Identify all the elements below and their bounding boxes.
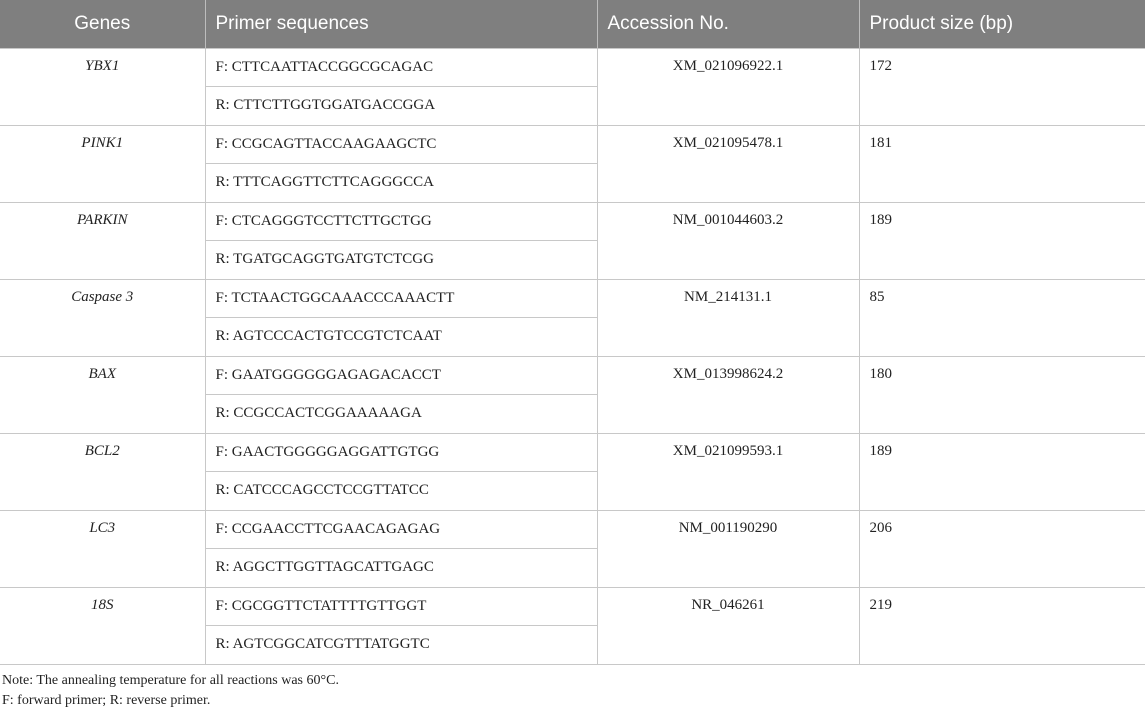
header-product-size: Product size (bp)	[859, 0, 1145, 48]
header-genes: Genes	[74, 12, 131, 34]
gene-name: LC3	[0, 510, 205, 587]
accession-number: NM_001044603.2	[597, 202, 859, 279]
table-row	[0, 279, 1145, 318]
table-row	[0, 356, 1145, 395]
table-row	[0, 433, 1145, 472]
gene-name: Caspase 3	[0, 279, 205, 356]
table-row	[0, 202, 1145, 241]
reverse-primer: R: CATCCCAGCCTCCGTTATCC	[205, 472, 597, 511]
forward-primer: F: GAACTGGGGGAGGATTGTGG	[205, 433, 597, 472]
forward-primer: F: CTCAGGGTCCTTCTTGCTGG	[205, 202, 597, 241]
table-row	[0, 125, 1145, 164]
table-body	[0, 48, 1145, 664]
gene-name: BCL2	[0, 433, 205, 510]
table-notes	[2, 671, 339, 711]
forward-primer: F: GAATGGGGGGAGAGACACCT	[205, 356, 597, 395]
product-size: 85	[859, 279, 1145, 356]
gene-name: 18S	[0, 587, 205, 664]
forward-primer: F: CCGAACCTTCGAACAGAGAG	[205, 510, 597, 549]
accession-number: NM_001190290	[597, 510, 859, 587]
accession-number: NR_046261	[597, 587, 859, 664]
accession-number: XM_013998624.2	[597, 356, 859, 433]
table-header	[0, 0, 1145, 48]
product-size: 219	[859, 587, 1145, 664]
gene-name: PINK1	[0, 125, 205, 202]
accession-number: XM_021095478.1	[597, 125, 859, 202]
header-row	[0, 0, 1145, 48]
forward-primer: F: CGCGGTTCTATTTTGTTGGT	[205, 587, 597, 626]
reverse-primer: R: CTTCTTGGTGGATGACCGGA	[205, 87, 597, 126]
forward-primer: F: CTTCAATTACCGGCGCAGAC	[205, 48, 597, 87]
product-size: 181	[859, 125, 1145, 202]
product-size: 206	[859, 510, 1145, 587]
annealing-temperature-note: Note: The annealing temperature for all reactions was 60°C.	[2, 673, 339, 688]
table-row	[0, 48, 1145, 87]
table-row	[0, 510, 1145, 549]
reverse-primer: R: AGTCCCACTGTCCGTCTCAAT	[205, 318, 597, 357]
product-size: 189	[859, 202, 1145, 279]
header-primer-sequences: Primer sequences	[205, 0, 597, 48]
reverse-primer: R: AGTCGGCATCGTTTATGGTC	[205, 626, 597, 665]
product-size: 172	[859, 48, 1145, 125]
primer-abbreviation-note: F: forward primer; R: reverse primer.	[2, 693, 211, 708]
reverse-primer: R: CCGCCACTCGGAAAAAGA	[205, 395, 597, 434]
forward-primer: F: TCTAACTGGCAAACCCAAACTT	[205, 279, 597, 318]
accession-number: XM_021096922.1	[597, 48, 859, 125]
reverse-primer: R: TGATGCAGGTGATGTCTCGG	[205, 241, 597, 280]
accession-number: NM_214131.1	[597, 279, 859, 356]
header-accession-no: Accession No.	[597, 0, 859, 48]
gene-name: PARKIN	[0, 202, 205, 279]
reverse-primer: R: TTTCAGGTTCTTCAGGGCCA	[205, 164, 597, 203]
reverse-primer: R: AGGCTTGGTTAGCATTGAGC	[205, 549, 597, 588]
table-row	[0, 587, 1145, 626]
forward-primer: F: CCGCAGTTACCAAGAAGCTC	[205, 125, 597, 164]
gene-name: BAX	[0, 356, 205, 433]
product-size: 180	[859, 356, 1145, 433]
accession-number: XM_021099593.1	[597, 433, 859, 510]
product-size: 189	[859, 433, 1145, 510]
gene-name: YBX1	[0, 48, 205, 125]
